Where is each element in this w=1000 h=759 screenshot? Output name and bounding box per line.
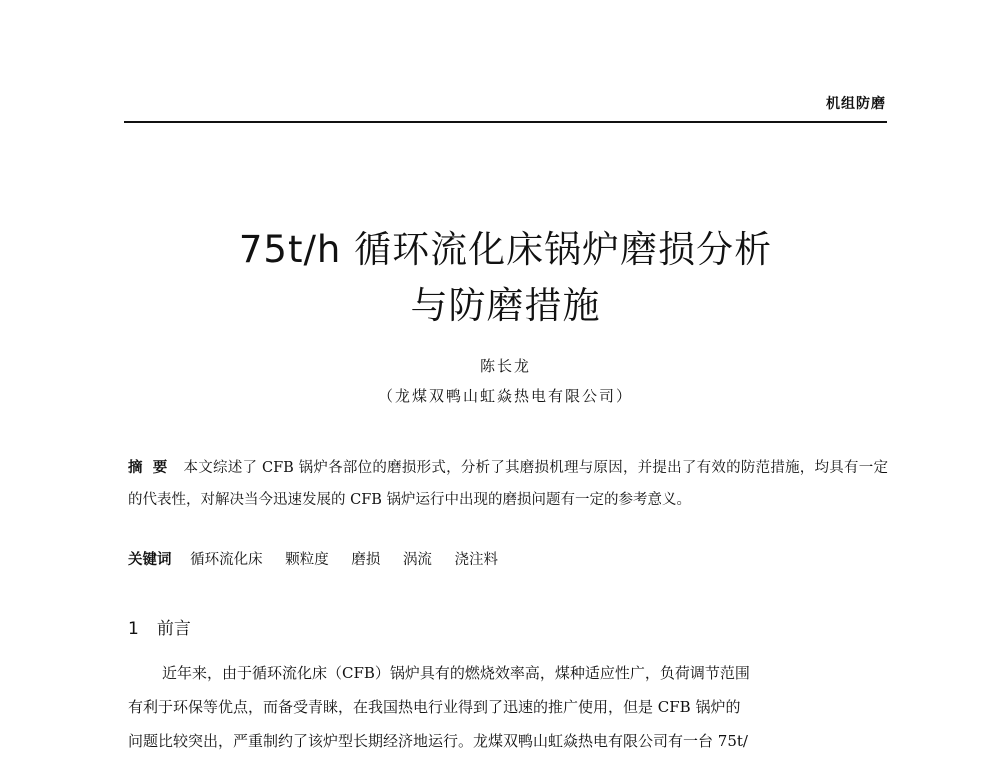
- keyword-item: 循环流化床: [190, 552, 263, 568]
- keyword-item: 涡流: [402, 552, 432, 568]
- author-name: 陈长龙: [479, 357, 531, 375]
- section-number: 1: [128, 619, 139, 639]
- keywords: [128, 548, 888, 569]
- header-rule: [124, 121, 887, 123]
- article-title-line-1: 75t/h 循环流化床锅炉磨损分析: [238, 228, 773, 271]
- section-title: 前言: [156, 619, 191, 639]
- body-paragraph-line: 近年来，由于循环流化床（CFB）锅炉具有的燃烧效率高，煤种适应性广，负荷调节范围: [162, 664, 750, 682]
- keyword-item: 颗粒度: [285, 552, 329, 568]
- abstract: [128, 452, 888, 516]
- body-paragraph-line: 有利于环保等优点，而备受青睐，在我国热电行业得到了迅速的推广使用，但是 CFB 锅炉的: [128, 698, 741, 716]
- keyword-item: 磨损: [351, 552, 381, 568]
- section-heading: [128, 614, 191, 639]
- abstract-label: 摘要: [128, 460, 178, 476]
- body-paragraph-line: 问题比较突出，严重制约了该炉型长期经济地运行。龙煤双鸭山虹焱热电有限公司有一台 75t/: [128, 732, 748, 750]
- keywords-label: 关键词: [128, 552, 172, 568]
- keyword-item: 浇注料: [454, 552, 499, 568]
- article-title-line-2: 与防磨措施: [410, 284, 601, 327]
- abstract-text: 本文综述了 CFB 锅炉各部位的磨损形式，分析了其磨损机理与原因，并提出了有效的防范措施，均具有一定的代表性，对解决当今迅速发展的 CFB 锅炉运行中出现的磨损问题有一定的参考意义。: [128, 460, 889, 508]
- running-header-section-label: 机组防磨: [826, 96, 886, 112]
- author-affiliation: （龙煤双鸭山虹焱热电有限公司）: [377, 387, 633, 405]
